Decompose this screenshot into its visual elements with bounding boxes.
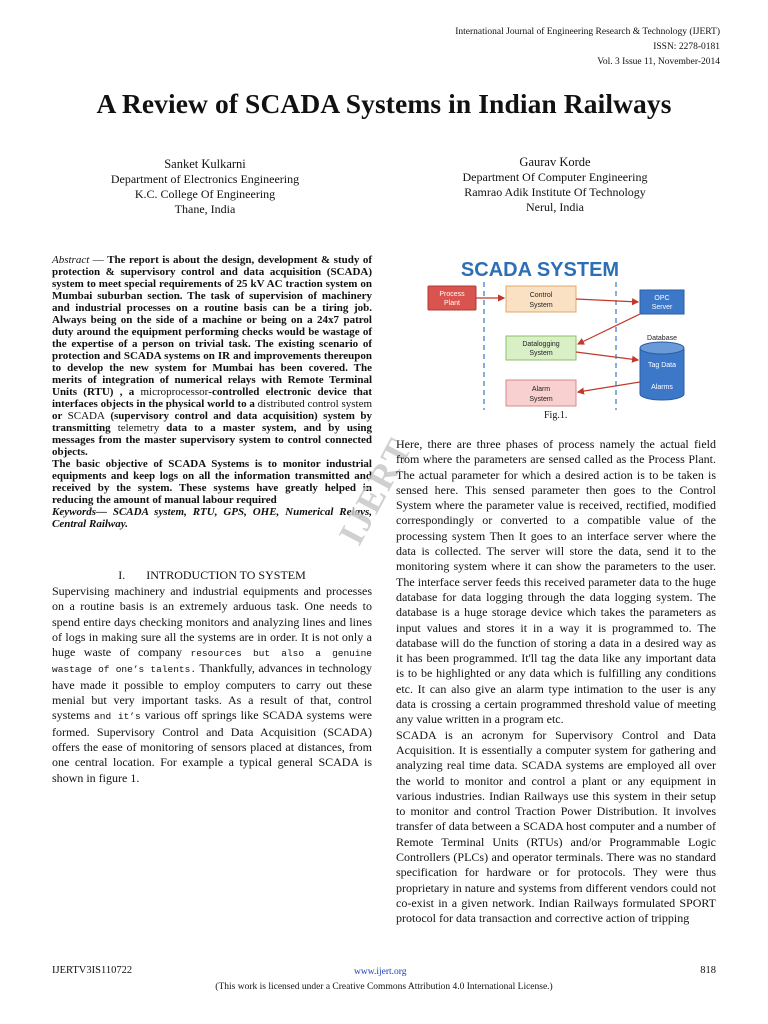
col2-paragraph-1: Here, there are three phases of process namely the actual field from where the parameters are sensed called as the Process Plant. The actual parameter for which a desired action is to be taken is sensed here. This sensed parameter then goes to the Control System where the parameter value is received, rectified, modified correspondingly or converted to a compatible value of the processing system Then It goes to an interface server where the data is collected. The server will store the data, send it to the monitoring system where it can show the parameters to the user. The interface server feeds this received parameter data to the huge database for data logging through the data logging system. The database is a huge storage device which takes the parameters as input values and stores it in a way it is programmed to. The database will do the function of storing a data in a desired way as it has been programmed. It'll tag the data like any important data is to be highlighted or any data which is fulfilling any conditions etc. It can also give an alarm type intimation to the user is any data is crossing a certain programmed threshold value of meeting any value written in a program etc. (396, 437, 716, 727)
text-scada: SCADA (67, 410, 105, 422)
opc-server-label-1: OPC (654, 295, 670, 302)
author-loc: Thane, India (174, 202, 236, 216)
license-note: (This work is licensed under a Creative Commons Attribution 4.0 International License.) (215, 982, 553, 992)
page-number: 818 (700, 965, 716, 976)
text-mid2: (supervisory control and data acquisition) system by transmitting (52, 410, 372, 434)
database-cylinder-top (640, 342, 684, 354)
alarm-system-label-2: System (529, 396, 553, 403)
alarm-system-label-1: Alarm (531, 386, 551, 393)
arrow-db-to-alarm (578, 382, 640, 392)
text-mid: -controlled electronic device that interfaces objects in the physical world to a (52, 386, 373, 410)
alarms-label: Alarms (651, 384, 673, 391)
process-plant-label-2: Plant (444, 300, 460, 307)
author-loc: Nerul, India (526, 200, 584, 214)
tag-data-label: Tag Data (647, 362, 677, 369)
abstract-dash: — (89, 254, 108, 266)
text-dcs: distributed control system (257, 398, 373, 410)
database-cylinder (640, 348, 684, 400)
text-microprocessor: microprocessor (140, 386, 209, 398)
ijert-watermark: IJERT (330, 430, 420, 552)
paper-id: IJERTV3IS110722 (52, 965, 133, 976)
arrow-opc-to-datalogging (578, 314, 640, 344)
intro-column (52, 584, 372, 786)
datalogging-label-1: Datalogging (522, 341, 560, 348)
keywords-label: Keywords— (52, 506, 107, 518)
intro-text-mono: resources but also a genuine wastage of one’s talents. (52, 648, 372, 676)
text-end: data to a master system, and by using messages from the master supervisory system to control connected objects. (52, 422, 372, 458)
col2-paragraph-2: SCADA is an acronym for Supervisory Control and Data Acquisition. It is essentially a computer system for gathering and analyzing real time data. SCADA systems are employed all over the world to monitor and control a plant or any equipment in various industries. Indian Railways use this system in their setup to monitor and control Traction Power Distribution. It involves transfer of data between a SCADA host computer and a number of Remote Terminal Units (RTUs) and/or Programmable Logic Controllers (PLCs) and operator terminals. There was no standard specification for hardware or for protocols. They were thus proprietary in nature and systems from different vendors could not co-exist in a given network. Indian Railways formulated SPORT protocol for data transaction and corrective action of tripping (396, 727, 716, 926)
text-telemetry: telemetry (117, 422, 160, 434)
abstract-p2: The basic objective of SCADA Systems is to monitor industrial equipments and keep logs on all the information transmitted and received by the system. These systems have greatly helped in reducing the amount of manual labour required (52, 458, 372, 506)
author-inst: K.C. College Of Engineering (134, 187, 276, 201)
intro-text-a: Supervising machinery and industrial equipments and processes on a routine basis is an extremely arduous task. One needs to spend entire days checking monitors and analyzing lines and lines of logs in making sure all the systems are in order. It is not only a huge waste of company (52, 584, 372, 660)
author-2 (420, 155, 690, 215)
datalogging-label-2: System (529, 350, 553, 357)
process-plant-label-1: Process (439, 291, 465, 298)
database-label: Database (647, 335, 677, 342)
journal-header (455, 25, 720, 70)
arrow-datalogging-to-db (576, 352, 638, 360)
section-heading: I. INTRODUCTION TO SYSTEM (118, 568, 306, 582)
abstract (52, 254, 372, 530)
paper-title: A Review of SCADA Systems in Indian Railways (96, 88, 672, 119)
scada-diagram (420, 252, 720, 412)
abstract-label: Abstract (52, 254, 90, 266)
author-dept: Department Of Computer Engineering (462, 170, 648, 184)
abstract-p1: The report is about the design, development & study of protection & supervisory control and data acquisition (SCADA) system to meet special requirements of 25 kV AC traction system on Mumbai suburban section. The task of supervision of machinery and industrial processes on a routine basis can be a tiring job. Always being on the side of a machine or being on a 24x7 patrol duty around the equipment performing checks would be wastage of the expertise of a person on trivial task. The existing scenario of protection and SCADA systems on IR and improvements thereupon to develop the new system for Mumbai has been covered. The merits of integration of numerical relays with Remote Terminal Units (RTU) , (52, 254, 372, 398)
author-name: Sanket Kulkarni (164, 157, 246, 171)
right-column (396, 437, 716, 927)
author-dept: Department of Electronics Engineering (110, 172, 300, 186)
control-system-label-2: System (529, 302, 553, 309)
intro-text-c: various off springs like SCADA systems were formed. Supervisory Control and Data Acquisition (SCADA) offers the ease of monitoring of sensors placed at distances, from one central location. For example a typical general SCADA is shown in figure 1. (52, 708, 372, 785)
intro-text-b: Thankfully, advances in technology have made it possible to employ computers to carry out these menial but very important tasks. As a result of that, control systems (52, 661, 372, 723)
journal-name: International Journal of Engineering Research & Technology (IJERT) (455, 27, 720, 37)
intro-text-mono2: and it’s (94, 711, 141, 723)
text-or: or (52, 410, 68, 422)
journal-url-link[interactable]: www.ijert.org (354, 967, 407, 977)
figure-caption: Fig.1. (544, 410, 568, 421)
intro-paragraph (52, 584, 372, 786)
issn: ISSN: 2278-0181 (653, 42, 720, 52)
author-inst: Ramrao Adik Institute Of Technology (464, 185, 646, 199)
volume-info: Vol. 3 Issue 11, November-2014 (597, 57, 720, 67)
figure-title: SCADA SYSTEM (460, 259, 620, 281)
arrow-control-to-opc (576, 299, 638, 302)
opc-server-label-2: Server (651, 304, 673, 311)
author-name: Gaurav Korde (519, 155, 591, 169)
control-system-label-1: Control (529, 292, 553, 299)
author-1 (70, 157, 340, 217)
keywords-list: SCADA system, RTU, GPS, OHE, Numerical Relays, Central Railway. (52, 506, 372, 530)
keywords (52, 506, 372, 530)
text-a: a (128, 386, 141, 398)
